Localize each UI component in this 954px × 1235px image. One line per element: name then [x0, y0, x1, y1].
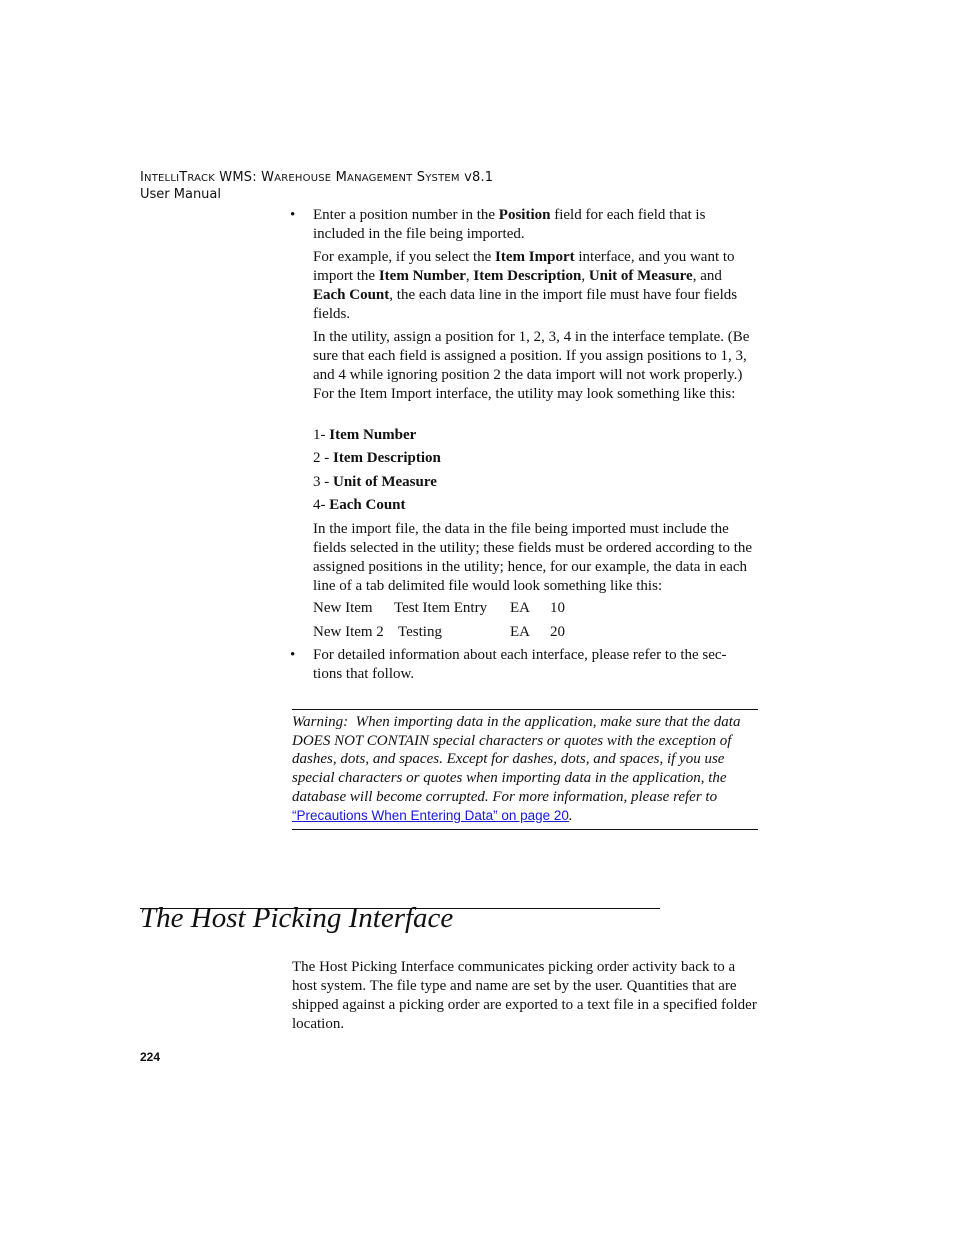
position-item: 4- Each Count: [313, 497, 406, 513]
data-cell: Testing: [398, 624, 442, 640]
running-header-title: INTELLITRACK WMS: WAREHOUSE MANAGEMENT SYSTEM v8.1: [140, 170, 494, 185]
data-row: [313, 599, 758, 619]
position-item: 1- Item Number: [313, 427, 417, 443]
warning-bottom-rule: [292, 829, 758, 830]
page-number: 224: [140, 1050, 161, 1064]
section-title: The Host Picking Interface: [140, 902, 454, 934]
data-cell: New Item: [313, 600, 373, 616]
precautions-link[interactable]: “Precautions When Entering Data” on page 20: [292, 807, 569, 823]
bullet-position-instruction: Enter a position number in the Position field for each field that is included in the file being imported.: [313, 207, 706, 242]
example-paragraph: For example, if you select the Item Import interface, and you want to import the Item Number, Item Description, Unit of Measure, and Each Count, the each data line in the import file must have four fields fields.: [313, 249, 738, 322]
running-header-subtitle: User Manual: [140, 187, 222, 202]
position-item: 3 - Unit of Measure: [313, 474, 437, 490]
utility-paragraph: In the utility, assign a position for 1, 2, 3, 4 in the interface template. (Be sure that each field is assigned a position. If you assign positions to 1, 3, and 4 while ignoring position 2 the data import will not work properly.) For the Item Import interface, the utility may look something like this:: [313, 329, 750, 402]
bullet-interface-details: For detailed information about each interface, please refer to the sec-tions that follow.: [313, 647, 727, 682]
import-paragraph: In the import file, the data in the file being imported must include the fields selected in the utility; these fields must be ordered according to the assigned positions in the utility; hence, for our example, the data in each line of a tab delimited file would look something like this:: [313, 521, 753, 594]
data-cell: 20: [550, 624, 565, 640]
data-cell: EA: [510, 600, 530, 616]
warning-note: Warning: When importing data in the application, make sure that the data DOES NOT CONTAIN special characters or quotes with the exception of dashes, dots, and spaces. Except for dashes, dots, and spaces, if you use special characters or quotes when importing data in the application, the database will become corrupted. For more information, please refer to “Precautions When Entering Data” on page 20.: [292, 714, 741, 824]
data-cell: New Item 2: [313, 624, 384, 640]
data-cell: Test Item Entry: [394, 600, 488, 616]
section-body: The Host Picking Interface communicates picking order activity back to a host system. The file type and name are set by the user. Quantities that are shipped against a picking order are exported to a text file in a specified folder location.: [292, 959, 757, 1032]
data-row: [313, 623, 758, 643]
data-cell: 10: [550, 600, 565, 616]
bullet-marker: •: [290, 647, 296, 663]
bullet-marker: •: [290, 207, 296, 223]
warning-top-rule: [292, 709, 758, 710]
data-cell: EA: [510, 624, 530, 640]
position-item: 2 - Item Description: [313, 450, 441, 466]
